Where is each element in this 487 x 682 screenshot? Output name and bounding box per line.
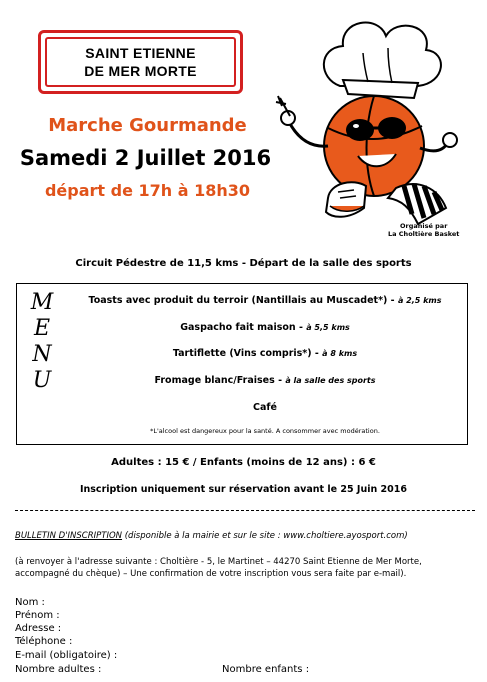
event-departure: départ de 17h à 18h30 bbox=[44, 181, 251, 200]
menu-item-text: Gaspacho fait maison - bbox=[180, 322, 307, 333]
alcohol-warning: *L'alcool est dangereux pour la santé. A consommer avec modération. bbox=[150, 427, 380, 435]
menu-box bbox=[16, 283, 468, 445]
field-telephone[interactable]: Téléphone : bbox=[15, 636, 73, 647]
town-sign bbox=[38, 30, 243, 94]
registration-form-header bbox=[15, 531, 475, 541]
organizer-credit bbox=[388, 222, 459, 238]
menu-item-text: Fromage blanc/Fraises - bbox=[154, 375, 286, 386]
field-prenom[interactable]: Prénom : bbox=[15, 610, 60, 621]
field-email[interactable]: E-mail (obligatoire) : bbox=[15, 650, 118, 661]
menu-vertical-title bbox=[23, 290, 61, 394]
menu-letter-n: N bbox=[32, 342, 52, 367]
registration-form-title: BULLETIN D'INSCRIPTION bbox=[15, 531, 123, 541]
menu-letter-e: E bbox=[33, 316, 51, 341]
event-title: Marche Gourmande bbox=[48, 115, 247, 136]
menu-letter-u: U bbox=[32, 368, 52, 393]
menu-item bbox=[65, 295, 465, 306]
event-date: Samedi 2 Juillet 2016 bbox=[19, 146, 272, 170]
basketball-chef-mascot-icon bbox=[268, 8, 480, 236]
field-nombre-adultes[interactable]: Nombre adultes : bbox=[15, 664, 102, 675]
field-adresse[interactable]: Adresse : bbox=[15, 623, 62, 634]
registration-form-availability: (disponible à la mairie et sur le site : www.choltiere.ayosport.com) bbox=[122, 531, 408, 541]
menu-item bbox=[65, 322, 465, 333]
menu-item-distance: à la salle des sports bbox=[285, 376, 376, 385]
cut-line bbox=[15, 510, 475, 511]
organizer-line2: La Choltière Basket bbox=[388, 230, 460, 238]
town-sign-line2: DE MER MORTE bbox=[84, 63, 197, 79]
town-sign-inner bbox=[45, 37, 236, 87]
menu-item-distance: à 5,5 kms bbox=[306, 323, 350, 332]
field-nom[interactable]: Nom : bbox=[15, 597, 45, 608]
circuit-info: Circuit Pédestre de 11,5 kms - Départ de la salle des sports bbox=[75, 258, 412, 269]
menu-item-text: Tartiflette (Vins compris*) - bbox=[172, 348, 323, 359]
menu-item bbox=[65, 375, 465, 386]
prices: Adultes : 15 € / Enfants (moins de 12 ans) : 6 € bbox=[111, 457, 376, 468]
mailing-instructions: (à renvoyer à l'adresse suivante : Choltière - 5, le Martinet – 44270 Saint Etienne de Mer Morte, accompagné du chèque) – Une confirmation de votre inscription vous sera faite par e-mail). bbox=[15, 557, 422, 579]
field-nombre-enfants[interactable]: Nombre enfants : bbox=[222, 664, 310, 675]
organizer-line1: Organisé par bbox=[399, 222, 448, 230]
town-sign-line1: SAINT ETIENNE bbox=[85, 45, 196, 61]
menu-item-text: Café bbox=[253, 402, 277, 413]
menu-item-distance: à 2,5 kms bbox=[397, 296, 442, 305]
menu-letter-m: M bbox=[30, 290, 54, 315]
registration-deadline: Inscription uniquement sur réservation avant le 25 Juin 2016 bbox=[79, 484, 407, 495]
menu-item bbox=[65, 402, 465, 413]
menu-item bbox=[65, 348, 465, 359]
menu-item-distance: à 8 kms bbox=[322, 349, 358, 358]
menu-item-text: Toasts avec produit du terroir (Nantillais au Muscadet*) - bbox=[88, 295, 398, 306]
